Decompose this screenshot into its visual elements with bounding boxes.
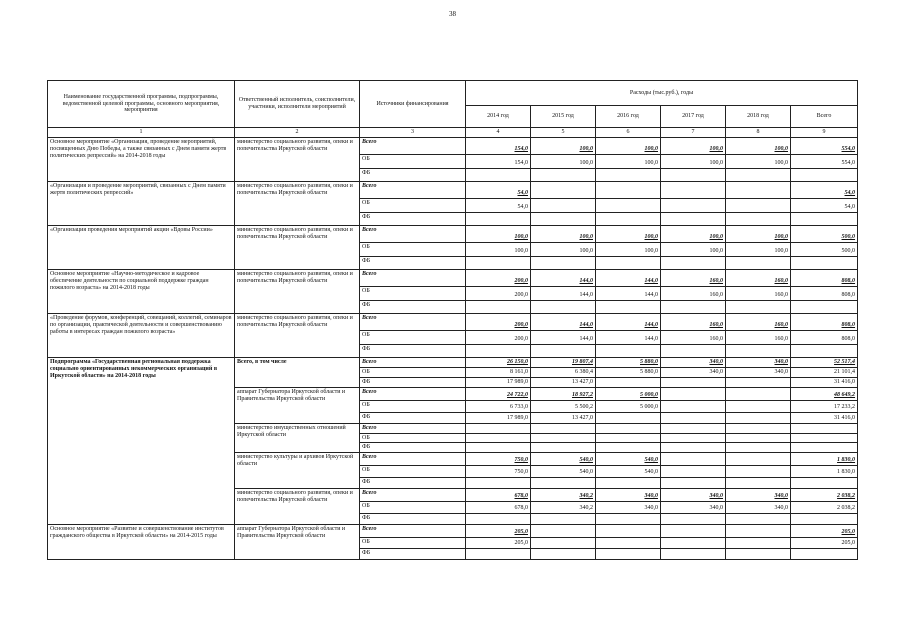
year-value-cell (596, 412, 661, 423)
responsible-cell: министерство социального развития, опеки и попечительства Иркутской области (235, 313, 360, 357)
total-value-cell: 205,0 (791, 538, 858, 549)
source-cell: ФБ (360, 212, 466, 225)
year-value-cell (661, 549, 726, 560)
year-value-cell (531, 433, 596, 443)
year-value-cell: 100,0 (466, 242, 531, 256)
program-name-cell: Основное мероприятие «Развитие и совершенствование институтов гражданского общества в Иркутской области» на 2014-2015 годы (48, 525, 235, 560)
year-value-cell (726, 412, 791, 423)
source-cell: Всего (360, 453, 466, 466)
budget-row (48, 357, 858, 367)
year-value-cell: 100,0 (531, 242, 596, 256)
year-value-cell (531, 443, 596, 453)
year-value-cell: 18 927,2 (531, 387, 596, 400)
year-value-cell (661, 453, 726, 466)
budget-row (48, 181, 858, 198)
budget-row (48, 137, 858, 154)
year-value-cell: 160,0 (726, 286, 791, 300)
year-value-cell: 160,0 (661, 269, 726, 286)
year-value-cell (531, 168, 596, 181)
total-value-cell (791, 168, 858, 181)
column-number: 1 (48, 128, 235, 138)
total-value-cell: 48 649,2 (791, 387, 858, 400)
year-value-cell (531, 514, 596, 525)
source-cell: ФБ (360, 377, 466, 387)
year-value-cell (596, 433, 661, 443)
year-value-cell (726, 525, 791, 538)
year-value-cell (726, 538, 791, 549)
responsible-cell: аппарат Губернатора Иркутской области и Правительства Иркутской области (235, 525, 360, 560)
year-value-cell (661, 466, 726, 478)
year-value-cell (661, 400, 726, 412)
year-value-cell: 678,0 (466, 502, 531, 514)
budget-row (48, 225, 858, 242)
year-value-cell (596, 377, 661, 387)
year-value-cell: 100,0 (531, 154, 596, 168)
year-value-cell (661, 377, 726, 387)
source-cell: Всего (360, 387, 466, 400)
year-value-cell: 5 880,0 (596, 367, 661, 377)
year-value-cell: 540,0 (596, 453, 661, 466)
source-cell: Всего (360, 357, 466, 367)
year-value-cell: 100,0 (531, 137, 596, 154)
year-value-cell (726, 344, 791, 357)
header-program: Наименование государственной программы, подпрограммы, ведомственной целевой программы, основного мероприятия, мероприятия (48, 81, 235, 128)
total-value-cell: 808,0 (791, 286, 858, 300)
source-cell: ФБ (360, 412, 466, 423)
total-value-cell: 1 830,0 (791, 453, 858, 466)
year-value-cell: 19 807,4 (531, 357, 596, 367)
year-value-cell (726, 466, 791, 478)
year-value-cell: 160,0 (726, 313, 791, 330)
total-value-cell (791, 423, 858, 433)
year-value-cell (726, 300, 791, 313)
year-value-cell: 54,0 (466, 198, 531, 212)
source-cell: Всего (360, 269, 466, 286)
source-cell: ОБ (360, 330, 466, 344)
source-cell: ФБ (360, 478, 466, 489)
source-cell: Всего (360, 313, 466, 330)
total-value-cell (791, 212, 858, 225)
total-value-cell: 54,0 (791, 198, 858, 212)
year-value-cell: 154,0 (466, 154, 531, 168)
year-value-cell (596, 168, 661, 181)
total-value-cell: 554,0 (791, 137, 858, 154)
year-value-cell: 100,0 (596, 137, 661, 154)
source-cell: ОБ (360, 242, 466, 256)
header-row-1 (48, 81, 858, 106)
year-value-cell: 100,0 (466, 225, 531, 242)
page-number: 38 (449, 10, 456, 18)
total-value-cell (791, 514, 858, 525)
source-cell: ФБ (360, 344, 466, 357)
program-name-cell: «Организация проведения мероприятий акции «Вдовы России» (48, 225, 235, 269)
year-value-cell: 17 989,0 (466, 412, 531, 423)
program-name-cell: «Организация и проведение мероприятий, связанных с Днем памяти жертв политических репрессий» (48, 181, 235, 225)
year-value-cell (661, 198, 726, 212)
year-value-cell: 5 000,0 (596, 387, 661, 400)
year-value-cell (726, 433, 791, 443)
responsible-cell: министерство социального развития, опеки и попечительства Иркутской области (235, 137, 360, 181)
year-value-cell (661, 387, 726, 400)
year-value-cell (596, 423, 661, 433)
source-cell: ОБ (360, 198, 466, 212)
total-value-cell: 21 101,4 (791, 367, 858, 377)
source-cell: ФБ (360, 168, 466, 181)
year-value-cell (661, 256, 726, 269)
budget-row (48, 525, 858, 538)
total-value-cell (791, 433, 858, 443)
year-value-cell: 340,0 (726, 502, 791, 514)
total-value-cell (791, 256, 858, 269)
year-value-cell: 5 000,0 (596, 400, 661, 412)
header-year: 2015 год (531, 106, 596, 128)
year-value-cell: 205,0 (466, 525, 531, 538)
year-value-cell: 13 427,0 (531, 412, 596, 423)
year-value-cell: 340,0 (661, 489, 726, 502)
year-value-cell: 144,0 (596, 313, 661, 330)
responsible-cell: министерство культуры и архивов Иркутской области (235, 453, 360, 489)
year-value-cell (661, 514, 726, 525)
year-value-cell (531, 212, 596, 225)
year-value-cell: 205,0 (466, 538, 531, 549)
year-value-cell: 144,0 (596, 286, 661, 300)
year-value-cell (466, 344, 531, 357)
year-value-cell (596, 478, 661, 489)
total-value-cell: 54,0 (791, 181, 858, 198)
year-value-cell (726, 212, 791, 225)
year-value-cell (726, 443, 791, 453)
year-value-cell: 200,0 (466, 269, 531, 286)
year-value-cell: 200,0 (466, 313, 531, 330)
year-value-cell: 144,0 (531, 286, 596, 300)
header-year: 2016 год (596, 106, 661, 128)
year-value-cell (661, 300, 726, 313)
year-value-cell: 340,0 (596, 502, 661, 514)
responsible-cell: министерство социального развития, опеки и попечительства Иркутской области (235, 269, 360, 313)
year-value-cell (466, 514, 531, 525)
year-value-cell (531, 181, 596, 198)
year-value-cell: 340,2 (531, 489, 596, 502)
column-number: 4 (466, 128, 531, 138)
year-value-cell (596, 256, 661, 269)
total-value-cell: 31 416,0 (791, 377, 858, 387)
total-value-cell (791, 344, 858, 357)
source-cell: ОБ (360, 502, 466, 514)
year-value-cell (596, 198, 661, 212)
total-value-cell: 808,0 (791, 313, 858, 330)
header-year: 2014 год (466, 106, 531, 128)
year-value-cell (466, 212, 531, 225)
total-value-cell (791, 549, 858, 560)
source-cell: Всего (360, 489, 466, 502)
total-value-cell: 2 038,2 (791, 502, 858, 514)
total-value-cell: 1 830,0 (791, 466, 858, 478)
header-source: Источники финансирования (360, 81, 466, 128)
year-value-cell: 54,0 (466, 181, 531, 198)
year-value-cell: 100,0 (596, 154, 661, 168)
year-value-cell: 24 722,0 (466, 387, 531, 400)
year-value-cell: 750,0 (466, 453, 531, 466)
year-value-cell (531, 423, 596, 433)
year-value-cell: 200,0 (466, 286, 531, 300)
source-cell: ОБ (360, 538, 466, 549)
year-value-cell: 340,0 (726, 489, 791, 502)
year-value-cell (596, 181, 661, 198)
program-name-cell: Основное мероприятие «Научно-методическое и кадровое обеспечение деятельности по социальной поддержке граждан пожилого возраста» на 2014-2018 годы (48, 269, 235, 313)
year-value-cell (466, 443, 531, 453)
year-value-cell (596, 549, 661, 560)
year-value-cell (596, 525, 661, 538)
year-value-cell: 160,0 (726, 330, 791, 344)
responsible-cell: министерство социального развития, опеки и попечительства Иркутской области (235, 489, 360, 525)
year-value-cell: 26 150,0 (466, 357, 531, 367)
year-value-cell: 144,0 (596, 269, 661, 286)
total-value-cell: 554,0 (791, 154, 858, 168)
year-value-cell (531, 300, 596, 313)
responsible-cell: аппарат Губернатора Иркутской области и Правительства Иркутской области (235, 387, 360, 423)
responsible-cell: министерство имущественных отношений Иркутской области (235, 423, 360, 453)
year-value-cell: 100,0 (596, 242, 661, 256)
year-value-cell (531, 198, 596, 212)
year-value-cell: 100,0 (726, 242, 791, 256)
year-value-cell: 154,0 (466, 137, 531, 154)
total-value-cell (791, 443, 858, 453)
year-value-cell (726, 181, 791, 198)
source-cell: Всего (360, 525, 466, 538)
source-cell: ФБ (360, 443, 466, 453)
year-value-cell (726, 453, 791, 466)
year-value-cell: 340,0 (661, 357, 726, 367)
column-number: 7 (661, 128, 726, 138)
year-value-cell (726, 387, 791, 400)
year-value-cell: 340,0 (596, 489, 661, 502)
year-value-cell: 144,0 (531, 330, 596, 344)
responsible-cell: Всего, в том числе (235, 357, 360, 387)
year-value-cell (466, 549, 531, 560)
year-value-cell: 8 161,0 (466, 367, 531, 377)
source-cell: ФБ (360, 549, 466, 560)
year-value-cell (596, 514, 661, 525)
responsible-cell: министерство социального развития, опеки и попечительства Иркутской области (235, 181, 360, 225)
source-cell: ФБ (360, 300, 466, 313)
year-value-cell (661, 412, 726, 423)
year-value-cell: 13 427,0 (531, 377, 596, 387)
year-value-cell (726, 256, 791, 269)
program-name-cell: Подпрограмма «Государственная региональная поддержка социально ориентированных некоммерческих организаций в Иркутской области» на 2014-2018 годы (48, 357, 235, 524)
year-value-cell (726, 514, 791, 525)
year-value-cell (726, 198, 791, 212)
year-value-cell (661, 433, 726, 443)
program-name-cell: «Проведение форумов, конференций, совещаний, коллегий, семинаров по организации, практической деятельности и совершенствованию работы в интересах граждан пожилого возраста» (48, 313, 235, 357)
year-value-cell (531, 478, 596, 489)
year-value-cell (661, 443, 726, 453)
year-value-cell (726, 423, 791, 433)
budget-table (47, 80, 858, 560)
column-numbers-row (48, 128, 858, 138)
year-value-cell (531, 256, 596, 269)
source-cell: Всего (360, 423, 466, 433)
year-value-cell: 6 733,0 (466, 400, 531, 412)
year-value-cell: 340,2 (531, 502, 596, 514)
source-cell: Всего (360, 181, 466, 198)
year-value-cell (596, 300, 661, 313)
responsible-cell: министерство социального развития, опеки и попечительства Иркутской области (235, 225, 360, 269)
year-value-cell: 17 989,0 (466, 377, 531, 387)
column-number: 2 (235, 128, 360, 138)
source-cell: Всего (360, 137, 466, 154)
program-name-cell: Основное мероприятие «Организация, проведение мероприятий, посвященных Дню Победы, а также связанных с Днем памяти жертв политических репрессий» на 2014-2018 годы (48, 137, 235, 181)
year-value-cell: 100,0 (531, 225, 596, 242)
year-value-cell (531, 549, 596, 560)
total-value-cell: 17 233,2 (791, 400, 858, 412)
total-value-cell: 31 416,0 (791, 412, 858, 423)
source-cell: ФБ (360, 514, 466, 525)
total-value-cell (791, 300, 858, 313)
year-value-cell: 144,0 (531, 269, 596, 286)
source-cell: ФБ (360, 256, 466, 269)
year-value-cell (661, 168, 726, 181)
total-value-cell: 808,0 (791, 269, 858, 286)
source-cell: ОБ (360, 466, 466, 478)
year-value-cell: 5 500,2 (531, 400, 596, 412)
year-value-cell (661, 478, 726, 489)
budget-row (48, 269, 858, 286)
year-value-cell (466, 478, 531, 489)
total-value-cell: 205,0 (791, 525, 858, 538)
year-value-cell: 100,0 (726, 154, 791, 168)
source-cell: ОБ (360, 286, 466, 300)
year-value-cell: 144,0 (531, 313, 596, 330)
year-value-cell: 160,0 (726, 269, 791, 286)
year-value-cell: 340,0 (726, 357, 791, 367)
total-value-cell: 500,0 (791, 242, 858, 256)
year-value-cell (596, 344, 661, 357)
column-number: 8 (726, 128, 791, 138)
year-value-cell: 340,0 (661, 502, 726, 514)
year-value-cell: 540,0 (596, 466, 661, 478)
year-value-cell: 160,0 (661, 313, 726, 330)
year-value-cell (661, 538, 726, 549)
total-value-cell: 52 517,4 (791, 357, 858, 367)
year-value-cell: 100,0 (596, 225, 661, 242)
header-total: Всего (791, 106, 858, 128)
year-value-cell (466, 168, 531, 181)
source-cell: ОБ (360, 367, 466, 377)
year-value-cell (726, 478, 791, 489)
year-value-cell: 340,0 (726, 367, 791, 377)
year-value-cell: 100,0 (661, 242, 726, 256)
total-value-cell (791, 478, 858, 489)
year-value-cell (596, 443, 661, 453)
year-value-cell: 678,0 (466, 489, 531, 502)
year-value-cell: 6 380,4 (531, 367, 596, 377)
total-value-cell: 500,0 (791, 225, 858, 242)
year-value-cell: 540,0 (531, 466, 596, 478)
column-number: 3 (360, 128, 466, 138)
header-expenses: Расходы (тыс.руб.), годы (466, 81, 858, 106)
year-value-cell (466, 256, 531, 269)
year-value-cell (726, 168, 791, 181)
year-value-cell (661, 525, 726, 538)
year-value-cell: 200,0 (466, 330, 531, 344)
source-cell: ОБ (360, 400, 466, 412)
year-value-cell: 100,0 (726, 137, 791, 154)
year-value-cell: 100,0 (726, 225, 791, 242)
header-year: 2018 год (726, 106, 791, 128)
year-value-cell: 540,0 (531, 453, 596, 466)
year-value-cell: 100,0 (661, 137, 726, 154)
year-value-cell (661, 423, 726, 433)
source-cell: ОБ (360, 433, 466, 443)
year-value-cell (726, 549, 791, 560)
column-number: 9 (791, 128, 858, 138)
header-responsible: Ответственный исполнитель, соисполнители, участники, исполнители мероприятий (235, 81, 360, 128)
year-value-cell (596, 538, 661, 549)
year-value-cell (531, 525, 596, 538)
year-value-cell (531, 344, 596, 357)
year-value-cell: 144,0 (596, 330, 661, 344)
total-value-cell: 808,0 (791, 330, 858, 344)
column-number: 6 (596, 128, 661, 138)
total-value-cell: 2 038,2 (791, 489, 858, 502)
year-value-cell (531, 538, 596, 549)
year-value-cell (596, 212, 661, 225)
year-value-cell (726, 377, 791, 387)
year-value-cell: 160,0 (661, 286, 726, 300)
year-value-cell (661, 181, 726, 198)
year-value-cell: 5 880,0 (596, 357, 661, 367)
year-value-cell (661, 344, 726, 357)
year-value-cell (466, 423, 531, 433)
column-number: 5 (531, 128, 596, 138)
year-value-cell: 100,0 (661, 225, 726, 242)
year-value-cell: 750,0 (466, 466, 531, 478)
year-value-cell (466, 300, 531, 313)
year-value-cell: 100,0 (661, 154, 726, 168)
budget-row (48, 313, 858, 330)
year-value-cell: 160,0 (661, 330, 726, 344)
source-cell: Всего (360, 225, 466, 242)
source-cell: ОБ (360, 154, 466, 168)
year-value-cell (661, 212, 726, 225)
year-value-cell: 340,0 (661, 367, 726, 377)
header-year: 2017 год (661, 106, 726, 128)
year-value-cell (466, 433, 531, 443)
year-value-cell (726, 400, 791, 412)
